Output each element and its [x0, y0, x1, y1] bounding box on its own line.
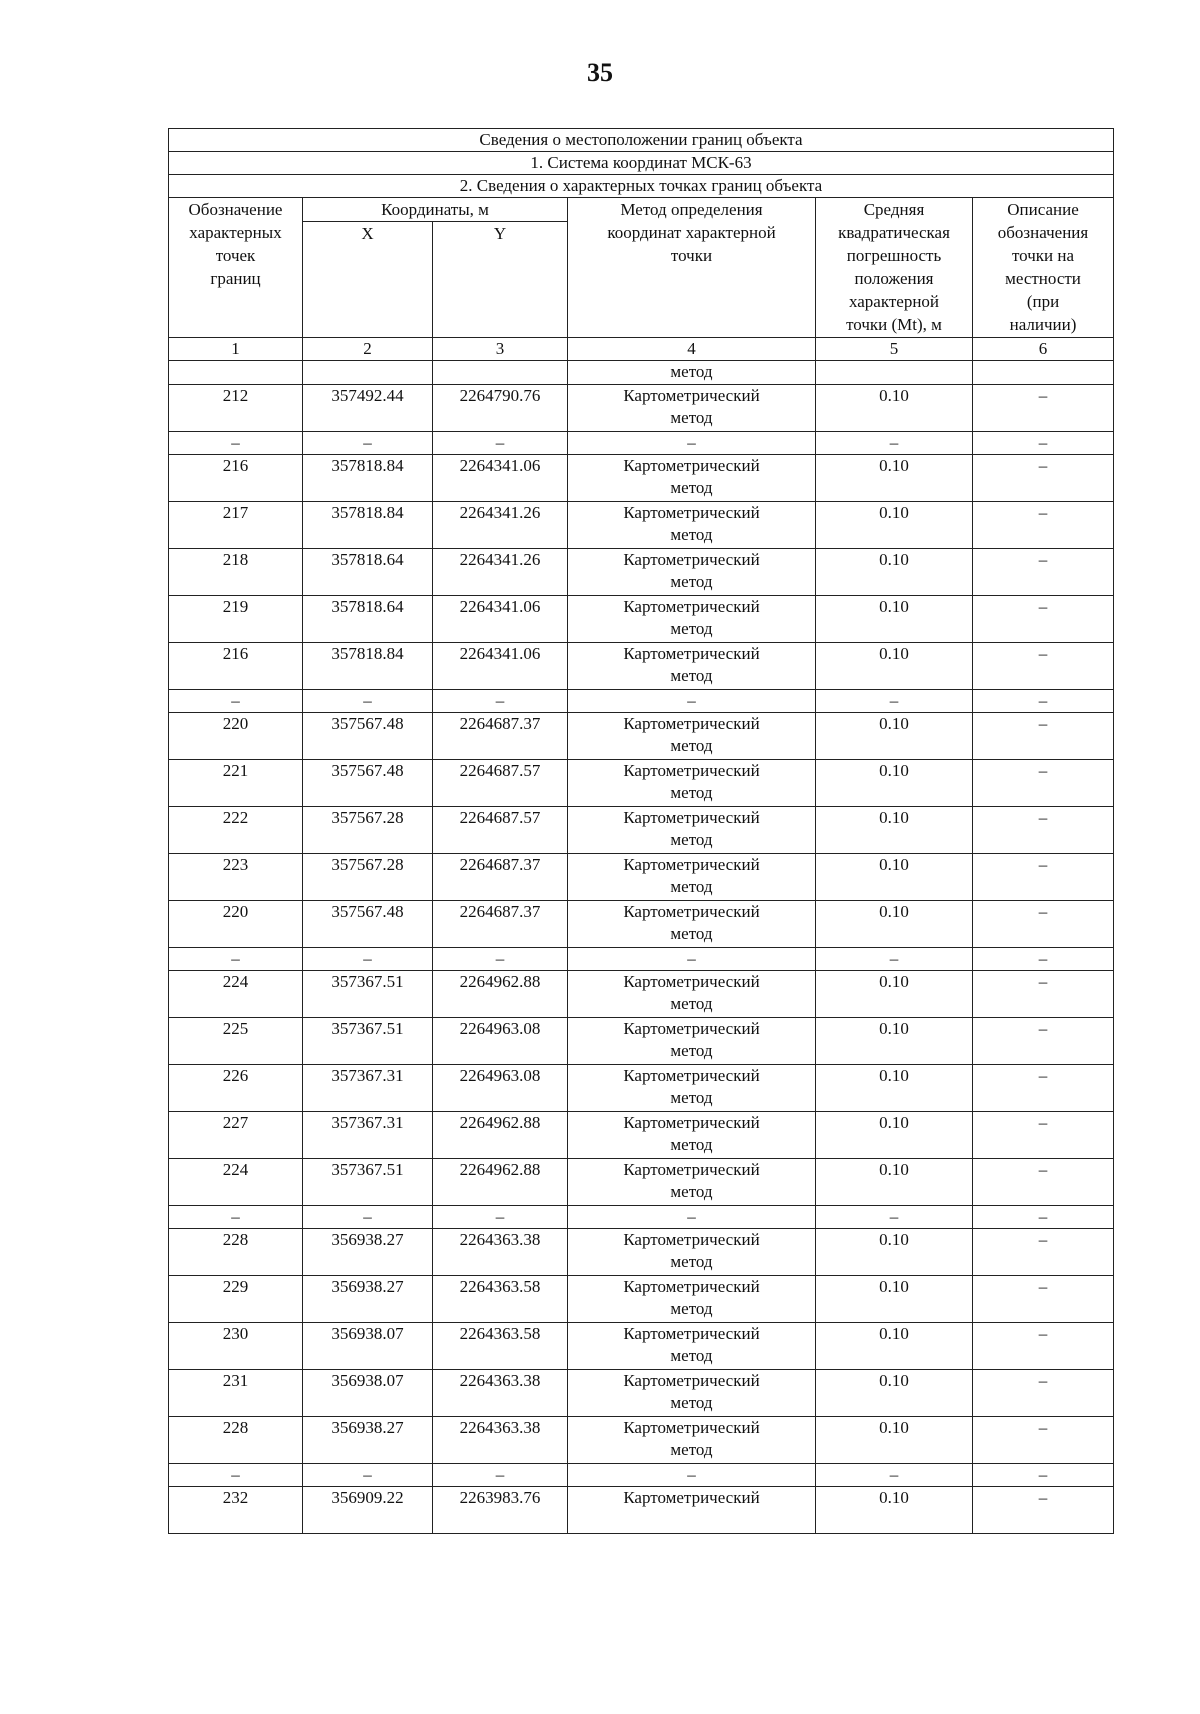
separator-row	[169, 1464, 1114, 1487]
point-id: 217	[169, 502, 303, 549]
method	[568, 901, 816, 948]
method	[568, 1464, 816, 1487]
header-description-line: наличии)	[1009, 315, 1077, 334]
method	[568, 455, 816, 502]
table-row	[169, 1487, 1114, 1534]
point-id: 218	[169, 549, 303, 596]
carryover-method: метод	[568, 361, 816, 385]
mean-error: –	[816, 690, 973, 713]
point-description: –	[973, 971, 1114, 1018]
table-row	[169, 1276, 1114, 1323]
point-description: –	[973, 549, 1114, 596]
y-coordinate: 2264363.38	[433, 1417, 568, 1464]
y-coordinate: 2264963.08	[433, 1018, 568, 1065]
point-description: –	[973, 807, 1114, 854]
point-id: 216	[169, 455, 303, 502]
mean-error: 0.10	[816, 1159, 973, 1206]
point-id: 232	[169, 1487, 303, 1534]
table-row	[169, 1229, 1114, 1276]
y-coordinate: 2264363.38	[433, 1370, 568, 1417]
method	[568, 1487, 816, 1534]
method	[568, 1018, 816, 1065]
y-coordinate: 2264363.58	[433, 1276, 568, 1323]
column-number: 4	[568, 338, 816, 361]
y-coordinate: –	[433, 1206, 568, 1229]
method-line: метод	[670, 994, 713, 1013]
header-designation-line: точек	[215, 246, 256, 265]
header-designation	[169, 198, 303, 338]
point-description: –	[973, 1229, 1114, 1276]
table-row	[169, 1065, 1114, 1112]
table-row	[169, 502, 1114, 549]
point-description: –	[973, 432, 1114, 455]
y-coordinate: 2264341.06	[433, 596, 568, 643]
method-line: Картометрический	[623, 855, 760, 874]
table-row	[169, 760, 1114, 807]
method-line: метод	[670, 783, 713, 802]
point-id: –	[169, 432, 303, 455]
empty-cell	[169, 361, 303, 385]
column-number: 5	[816, 338, 973, 361]
y-coordinate: 2264790.76	[433, 385, 568, 432]
method-line: метод	[670, 666, 713, 685]
method-line: метод	[670, 924, 713, 943]
method-line: метод	[670, 1135, 713, 1154]
method-line: метод	[670, 736, 713, 755]
method	[568, 1370, 816, 1417]
table-row	[169, 1370, 1114, 1417]
x-coordinate: 357367.31	[303, 1112, 433, 1159]
method	[568, 713, 816, 760]
method-line: метод	[670, 478, 713, 497]
method-line: Картометрический	[623, 808, 760, 827]
method	[568, 1065, 816, 1112]
table-row	[169, 596, 1114, 643]
point-id: 227	[169, 1112, 303, 1159]
point-id: 216	[169, 643, 303, 690]
mean-error: 0.10	[816, 971, 973, 1018]
x-coordinate: 357367.51	[303, 1159, 433, 1206]
mean-error: –	[816, 432, 973, 455]
header-description	[973, 198, 1114, 338]
empty-cell	[816, 361, 973, 385]
method-line: метод	[670, 572, 713, 591]
mean-error: 0.10	[816, 713, 973, 760]
point-id: –	[169, 948, 303, 971]
method-line: Картометрический	[623, 456, 760, 475]
separator-row	[169, 432, 1114, 455]
header-designation-line: границ	[210, 269, 261, 288]
point-id: 225	[169, 1018, 303, 1065]
header-method-line: точки	[670, 246, 713, 265]
y-coordinate: 2264962.88	[433, 1159, 568, 1206]
y-coordinate: 2264341.26	[433, 502, 568, 549]
method	[568, 760, 816, 807]
header-error-line: характерной	[848, 292, 940, 311]
x-coordinate: 357567.48	[303, 713, 433, 760]
point-description: –	[973, 1206, 1114, 1229]
method	[568, 549, 816, 596]
point-description: –	[973, 1417, 1114, 1464]
x-coordinate: –	[303, 690, 433, 713]
point-description: –	[973, 760, 1114, 807]
method-line: метод	[670, 1088, 713, 1107]
method-line: Картометрический	[623, 644, 760, 663]
method-line: метод	[670, 619, 713, 638]
y-coordinate: 2264963.08	[433, 1065, 568, 1112]
column-number: 1	[169, 338, 303, 361]
point-description: –	[973, 1065, 1114, 1112]
method-line: Картометрический	[623, 902, 760, 921]
mean-error: 0.10	[816, 1276, 973, 1323]
y-coordinate: 2264962.88	[433, 971, 568, 1018]
mean-error: 0.10	[816, 1323, 973, 1370]
mean-error: 0.10	[816, 455, 973, 502]
header-description-line: точки на	[1011, 246, 1075, 265]
table-row	[169, 1112, 1114, 1159]
method-line: метод	[670, 525, 713, 544]
method-line: Картометрический	[623, 550, 760, 569]
point-description: –	[973, 1323, 1114, 1370]
method-line: Картометрический	[623, 386, 760, 405]
mean-error: 0.10	[816, 502, 973, 549]
point-id: 230	[169, 1323, 303, 1370]
method-line: Картометрический	[623, 1230, 760, 1249]
table-row	[169, 1323, 1114, 1370]
header-error-line: погрешность	[846, 246, 942, 265]
method	[568, 1112, 816, 1159]
x-coordinate: 356938.07	[303, 1323, 433, 1370]
point-description: –	[973, 1370, 1114, 1417]
mean-error: 0.10	[816, 901, 973, 948]
point-id: 220	[169, 901, 303, 948]
method	[568, 643, 816, 690]
header-error	[816, 198, 973, 338]
method	[568, 1417, 816, 1464]
x-coordinate: 357367.51	[303, 971, 433, 1018]
point-id: –	[169, 1464, 303, 1487]
mean-error: 0.10	[816, 1487, 973, 1534]
method-line: Картометрический	[623, 714, 760, 733]
table-row	[169, 455, 1114, 502]
table-row	[169, 1417, 1114, 1464]
method	[568, 1323, 816, 1370]
method-line: метод	[670, 830, 713, 849]
method-line: Картометрический	[623, 1113, 760, 1132]
point-description: –	[973, 1112, 1114, 1159]
y-coordinate: 2263983.76	[433, 1487, 568, 1534]
y-coordinate: –	[433, 1464, 568, 1487]
point-description: –	[973, 1159, 1114, 1206]
point-id: 229	[169, 1276, 303, 1323]
point-id: –	[169, 1206, 303, 1229]
method-line: –	[687, 1207, 696, 1226]
x-coordinate: 357567.28	[303, 807, 433, 854]
table-body	[169, 385, 1114, 1534]
point-id: 228	[169, 1229, 303, 1276]
method-line: Картометрический	[623, 503, 760, 522]
point-description: –	[973, 690, 1114, 713]
point-description: –	[973, 1464, 1114, 1487]
empty-cell	[973, 361, 1114, 385]
method	[568, 807, 816, 854]
separator-row	[169, 948, 1114, 971]
column-number-row	[169, 338, 1114, 361]
mean-error: 0.10	[816, 854, 973, 901]
x-coordinate: 357818.64	[303, 549, 433, 596]
column-header-row	[169, 198, 1114, 222]
y-coordinate: 2264687.37	[433, 901, 568, 948]
section-1-row	[169, 152, 1114, 175]
column-number: 2	[303, 338, 433, 361]
y-coordinate: –	[433, 948, 568, 971]
point-id: 223	[169, 854, 303, 901]
method-line: Картометрический	[623, 1066, 760, 1085]
x-coordinate: 357818.84	[303, 502, 433, 549]
y-coordinate: 2264687.57	[433, 760, 568, 807]
mean-error: 0.10	[816, 1018, 973, 1065]
table-row	[169, 971, 1114, 1018]
x-coordinate: 357818.84	[303, 643, 433, 690]
mean-error: 0.10	[816, 385, 973, 432]
header-x: X	[303, 222, 433, 338]
method	[568, 1206, 816, 1229]
point-id: 224	[169, 1159, 303, 1206]
table-row	[169, 854, 1114, 901]
point-id: –	[169, 690, 303, 713]
section-2-row	[169, 175, 1114, 198]
page-number: 35	[587, 58, 613, 87]
x-coordinate: –	[303, 948, 433, 971]
point-description: –	[973, 1487, 1114, 1534]
point-id: 224	[169, 971, 303, 1018]
x-coordinate: 356909.22	[303, 1487, 433, 1534]
header-description-line: местности	[1005, 269, 1081, 288]
point-description: –	[973, 901, 1114, 948]
method	[568, 971, 816, 1018]
mean-error: 0.10	[816, 549, 973, 596]
method	[568, 948, 816, 971]
table-row	[169, 713, 1114, 760]
x-coordinate: 357567.48	[303, 901, 433, 948]
header-error-line: положения	[854, 269, 934, 288]
x-coordinate: 357367.51	[303, 1018, 433, 1065]
separator-row	[169, 690, 1114, 713]
method-line: –	[687, 691, 696, 710]
method-line: Картометрический	[623, 597, 760, 616]
table-row	[169, 807, 1114, 854]
x-coordinate: –	[303, 1206, 433, 1229]
method-line: метод	[670, 1393, 713, 1412]
points-section-label: 2. Сведения о характерных точках границ объекта	[169, 175, 1114, 198]
method	[568, 502, 816, 549]
table-row	[169, 901, 1114, 948]
method-line: метод	[670, 877, 713, 896]
method	[568, 1159, 816, 1206]
point-id: 222	[169, 807, 303, 854]
y-coordinate: 2264687.37	[433, 854, 568, 901]
mean-error: –	[816, 1206, 973, 1229]
x-coordinate: 357567.48	[303, 760, 433, 807]
x-coordinate: 357367.31	[303, 1065, 433, 1112]
point-description: –	[973, 596, 1114, 643]
y-coordinate: 2264341.26	[433, 549, 568, 596]
point-id: 226	[169, 1065, 303, 1112]
table-row	[169, 643, 1114, 690]
method-line: –	[687, 1465, 696, 1484]
y-coordinate: 2264363.38	[433, 1229, 568, 1276]
y-coordinate: 2264962.88	[433, 1112, 568, 1159]
point-id: 220	[169, 713, 303, 760]
column-number: 6	[973, 338, 1114, 361]
method	[568, 854, 816, 901]
method	[568, 432, 816, 455]
method-line: –	[687, 949, 696, 968]
empty-cell	[433, 361, 568, 385]
mean-error: 0.10	[816, 596, 973, 643]
y-coordinate: 2264687.37	[433, 713, 568, 760]
header-designation-line: Обозначение	[188, 200, 283, 219]
point-id: 219	[169, 596, 303, 643]
y-coordinate: –	[433, 690, 568, 713]
carryover-row	[169, 361, 1114, 385]
point-description: –	[973, 502, 1114, 549]
point-id: 228	[169, 1417, 303, 1464]
point-description: –	[973, 385, 1114, 432]
method-line: Картометрический	[623, 1418, 760, 1437]
mean-error: 0.10	[816, 1065, 973, 1112]
point-description: –	[973, 713, 1114, 760]
x-coordinate: 357492.44	[303, 385, 433, 432]
column-number: 3	[433, 338, 568, 361]
separator-row	[169, 1206, 1114, 1229]
y-coordinate: 2264687.57	[433, 807, 568, 854]
mean-error: 0.10	[816, 807, 973, 854]
method-line: метод	[670, 1182, 713, 1201]
x-coordinate: 356938.27	[303, 1229, 433, 1276]
mean-error: 0.10	[816, 1370, 973, 1417]
method-line: метод	[670, 1440, 713, 1459]
method-line: метод	[670, 1299, 713, 1318]
mean-error: 0.10	[816, 1112, 973, 1159]
header-description-line: Описание	[1007, 200, 1079, 219]
x-coordinate: 356938.27	[303, 1276, 433, 1323]
method	[568, 385, 816, 432]
header-description-line: (при	[1026, 292, 1060, 311]
header-error-line: Средняя	[863, 200, 925, 219]
mean-error: 0.10	[816, 1417, 973, 1464]
point-id: 212	[169, 385, 303, 432]
header-error-line: точки (Mt), м	[846, 315, 942, 334]
point-id: 231	[169, 1370, 303, 1417]
method-line: метод	[670, 1252, 713, 1271]
point-description: –	[973, 643, 1114, 690]
point-description: –	[973, 1018, 1114, 1065]
method-line: Картометрический	[623, 761, 760, 780]
header-coordinates: Координаты, м	[303, 198, 568, 222]
method	[568, 1229, 816, 1276]
mean-error: 0.10	[816, 1229, 973, 1276]
table-row	[169, 549, 1114, 596]
x-coordinate: –	[303, 1464, 433, 1487]
method-line: метод	[670, 1041, 713, 1060]
table-row	[169, 1018, 1114, 1065]
x-coordinate: 356938.07	[303, 1370, 433, 1417]
method-line: метод	[670, 1346, 713, 1365]
method-line: Картометрический	[623, 1277, 760, 1296]
x-coordinate: 357567.28	[303, 854, 433, 901]
mean-error: 0.10	[816, 643, 973, 690]
method-line: Картометрический	[623, 1324, 760, 1343]
method-line: –	[687, 433, 696, 452]
mean-error: –	[816, 1464, 973, 1487]
y-coordinate: 2264363.58	[433, 1323, 568, 1370]
method	[568, 596, 816, 643]
method	[568, 1276, 816, 1323]
table-row	[169, 385, 1114, 432]
point-description: –	[973, 455, 1114, 502]
table-header	[169, 129, 1114, 385]
point-description: –	[973, 854, 1114, 901]
x-coordinate: –	[303, 432, 433, 455]
point-description: –	[973, 1276, 1114, 1323]
header-method-line: Метод определения	[620, 200, 763, 219]
x-coordinate: 356938.27	[303, 1417, 433, 1464]
header-method-line: координат характерной	[607, 223, 776, 242]
header-error-line: квадратическая	[838, 223, 950, 242]
table-title-row	[169, 129, 1114, 152]
y-coordinate: 2264341.06	[433, 643, 568, 690]
boundary-points-table	[168, 128, 1114, 1534]
x-coordinate: 357818.84	[303, 455, 433, 502]
table-row	[169, 1159, 1114, 1206]
method-line: метод	[670, 408, 713, 427]
point-description: –	[973, 948, 1114, 971]
header-description-line: обозначения	[997, 223, 1089, 242]
point-id: 221	[169, 760, 303, 807]
mean-error: 0.10	[816, 760, 973, 807]
x-coordinate: 357818.64	[303, 596, 433, 643]
y-coordinate: 2264341.06	[433, 455, 568, 502]
method-line: Картометрический	[623, 1488, 760, 1507]
coordinate-system-label: 1. Система координат МСК-63	[169, 152, 1114, 175]
method-line: Картометрический	[623, 1019, 760, 1038]
y-coordinate: –	[433, 432, 568, 455]
method-line: Картометрический	[623, 1160, 760, 1179]
method	[568, 690, 816, 713]
mean-error: –	[816, 948, 973, 971]
header-y: Y	[433, 222, 568, 338]
empty-cell	[303, 361, 433, 385]
header-method	[568, 198, 816, 338]
method-line: Картометрический	[623, 1371, 760, 1390]
table-title: Сведения о местоположении границ объекта	[169, 129, 1114, 152]
method-line: Картометрический	[623, 972, 760, 991]
header-designation-line: характерных	[189, 223, 282, 242]
